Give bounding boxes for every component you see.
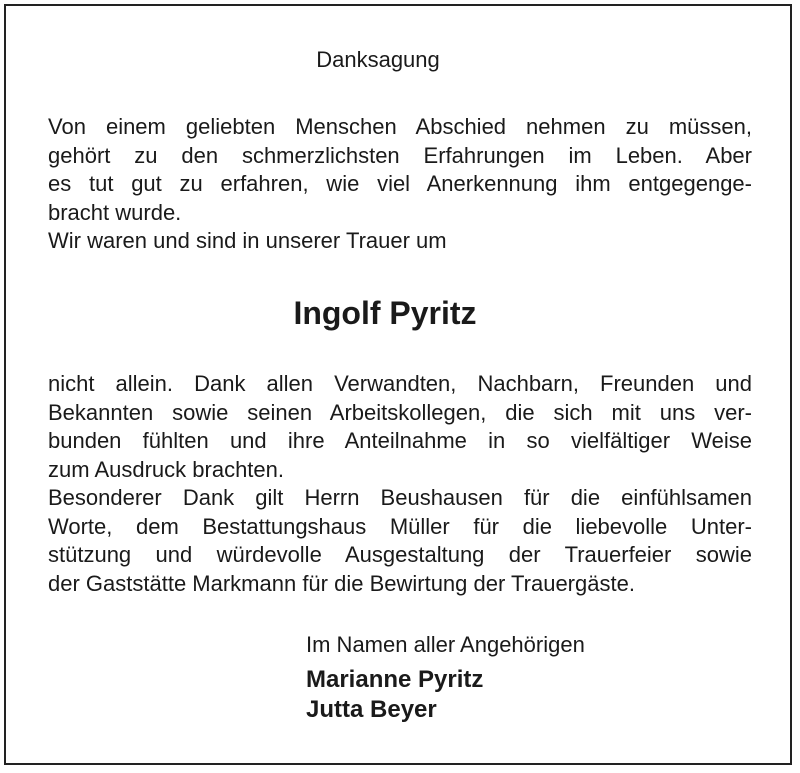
signature-name: Marianne Pyritz [306, 666, 484, 693]
paragraph-mourning [48, 227, 752, 256]
paragraph-special-thanks [48, 484, 752, 598]
paragraph-line: Wir waren und sind in unserer Trauer um [48, 228, 447, 253]
paragraph-line: nicht allein. Dank allen Verwandten, Nachbarn, Freunden und [48, 371, 752, 396]
paragraph-line: Besonderer Dank gilt Herrn Beushausen für die einfühlsamen [48, 485, 752, 510]
paragraph-line: Worte, dem Bestattungshaus Müller für die liebevolle Unter- [48, 513, 752, 539]
paragraph-line: es tut gut zu erfahren, wie viel Anerkennung ihm entgegenge- [48, 171, 752, 196]
signature-intro: Im Namen aller Angehörigen [306, 632, 585, 657]
paragraph-line: stützung und würdevolle Ausgestaltung der Trauerfeier sowie [48, 542, 752, 567]
paragraph-thanks [48, 370, 752, 484]
paragraph-line: zum Ausdruck brachten. [48, 456, 285, 482]
paragraph-line: gehört zu den schmerzlichsten Erfahrungen im Leben. Aber [48, 142, 752, 168]
signature-name: Jutta Beyer [306, 696, 437, 723]
deceased-name [0, 294, 800, 332]
paragraph-line: bracht wurde. [48, 199, 182, 225]
paragraph-line: Von einem geliebten Menschen Abschied nehmen zu müssen, [48, 114, 752, 139]
paragraph-line: bunden fühlten und ihre Anteilnahme in so vielfältiger Weise [48, 428, 752, 453]
heading-text: Danksagung [316, 47, 440, 72]
paragraph-intro [48, 113, 752, 227]
paragraph-line: Bekannten sowie seinen Arbeitskollegen, die sich mit uns ver- [48, 399, 752, 425]
paragraph-line: der Gaststätte Markmann für die Bewirtung der Trauergäste. [48, 570, 635, 596]
deceased-name-text: Ingolf Pyritz [293, 295, 477, 331]
notice-heading [0, 47, 800, 73]
